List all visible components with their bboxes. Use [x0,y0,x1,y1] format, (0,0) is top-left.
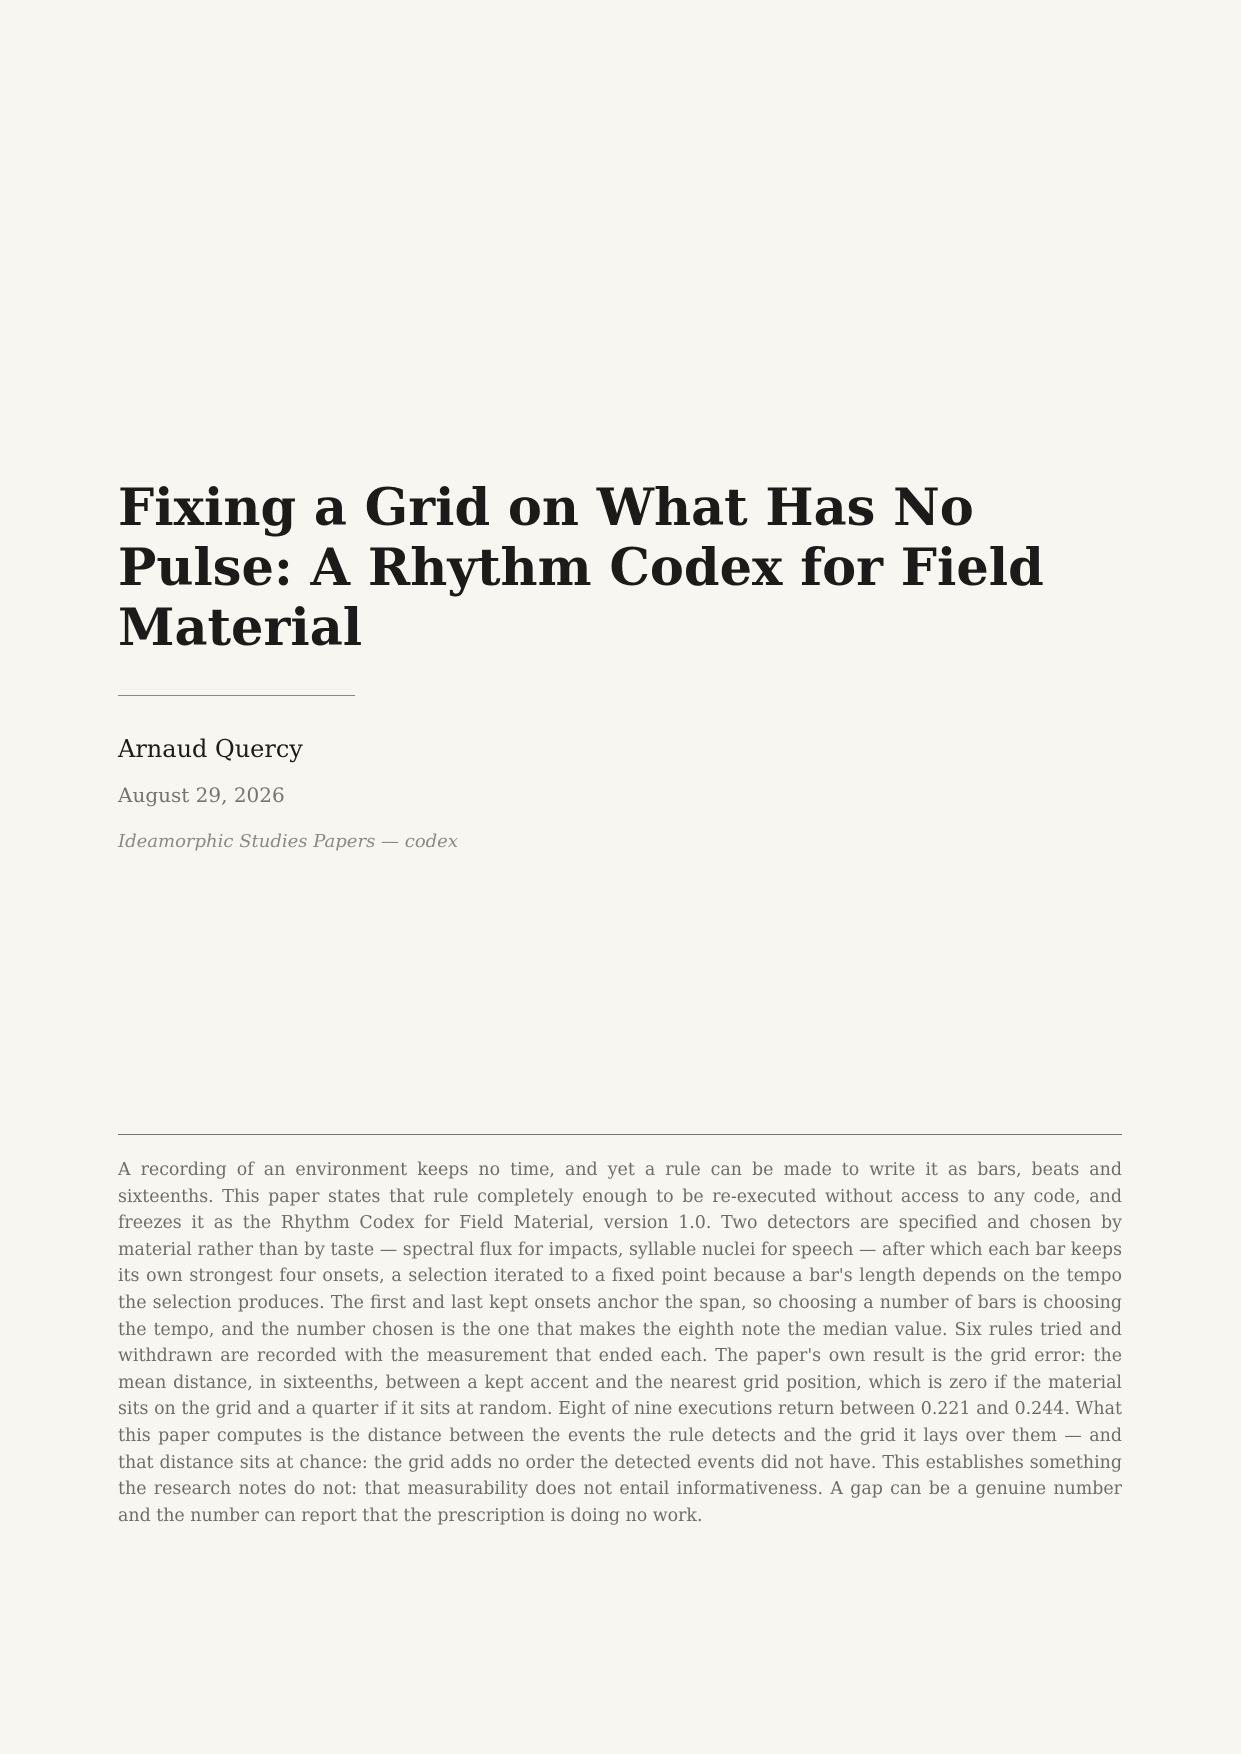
title-divider [118,695,355,696]
author-name: Arnaud Quercy [118,735,303,763]
paper-title: Fixing a Grid on What Has No Pulse: A Rhythm Codex for Field Material [118,478,1044,658]
abstract-divider [118,1134,1122,1135]
series-label: Ideamorphic Studies Papers — codex [118,831,458,852]
publication-date: August 29, 2026 [118,783,285,807]
abstract-text: A recording of an environment keeps no time, and yet a rule can be made to write it as bars, beats and sixteenths. This paper states that rule completely enough to be re-executed without access to any code, and freezes it as the Rhythm Codex for Field Material, version 1.0. Two detectors are specified and chosen by material rather than by taste — spectral flux for impacts, syllable nuclei for speech — after which each bar keeps its own strongest four onsets, a selection iterated to a fixed point because a bar's length depends on the tempo the selection produces. The first and last kept onsets anchor the span, so choosing a number of bars is choosing the tempo, and the number chosen is the one that makes the eighth note the median value. Six rules tried and withdrawn are recorded with the measurement that ended each. The paper's own result is the grid error: the mean distance, in sixteenths, between a kept accent and the nearest grid position, which is zero if the material sits on the grid and a quarter if it sits at random. Eight of nine executions return between 0.221 and 0.244. What this paper computes is the distance between the events the rule detects and the grid it lays over them — and that distance sits at chance: the grid adds no order the detected events did not have. This establishes something the research notes do not: that measurability does not entail informativeness. A gap can be a genuine number and the number can report that the prescription is doing no work. [118,1160,1122,1526]
